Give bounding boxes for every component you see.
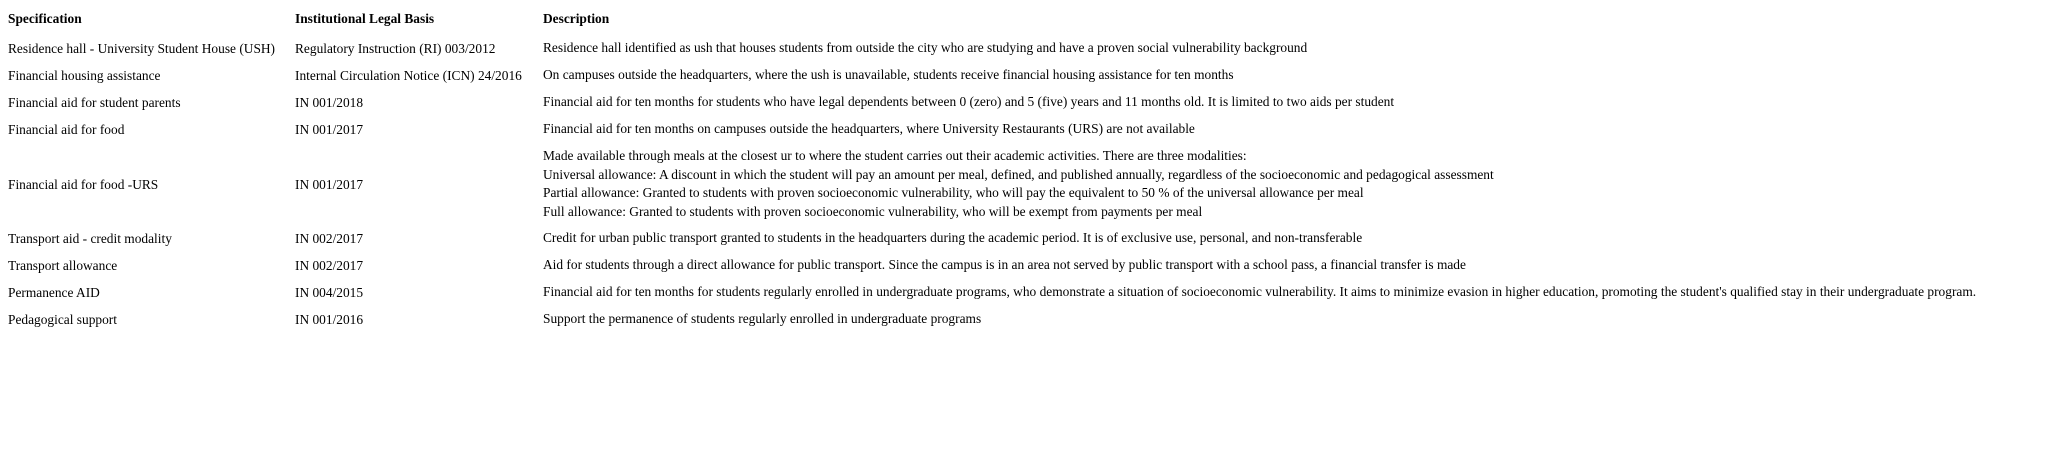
description-line: Financial aid for ten months for students regularly enrolled in undergraduate programs, who demonstrate a situation of socioeconomic vulnerability. It aims to minimize evasion in higher education, promoting the student's qualified stay in their undergraduate program. [543,284,1977,300]
cell-specification: Financial aid for student parents [8,95,181,110]
description-line: Universal allowance: A discount in which the student will pay an amount per meal, defined, and published annually, regardless of the socioeconomic and pedagogical assessment [543,166,1494,182]
cell-description [539,225,1979,252]
header-legal-basis: Institutional Legal Basis [295,11,435,26]
table-row [4,116,1979,143]
cell-legal-basis: IN 004/2015 [295,285,364,300]
cell-legal-basis: Internal Circulation Notice (ICN) 24/2016 [295,68,522,83]
table-row [4,225,1979,252]
description-line: Credit for urban public transport granted to students in the headquarters during the academic period. It is of exclusive use, personal, and non-transferable [543,230,1363,246]
cell-specification: Transport aid - credit modality [8,231,172,246]
cell-specification: Financial aid for food -URS [8,176,159,192]
table-row [4,279,1979,306]
description-line: Financial aid for ten months for students who have legal dependents between 0 (zero) and 5 (five) years and 11 months old. It is limited to two aids per student [543,94,1395,110]
description-line: Aid for students through a direct allowance for public transport. Since the campus is in an area not served by public transport with a school pass, a financial transfer is made [543,257,1466,273]
cell-legal-basis: IN 001/2017 [295,122,364,137]
table-row [4,306,1979,333]
cell-legal-basis: Regulatory Instruction (RI) 003/2012 [295,41,496,56]
header-row [4,7,1979,35]
table-row [4,62,1979,89]
description-line: Support the permanence of students regularly enrolled in undergraduate programs [543,311,982,327]
student-assistance-table [4,7,1979,333]
cell-description [539,279,1979,306]
table-row [4,89,1979,116]
description-line: Financial aid for ten months on campuses outside the headquarters, where University Restaurants (URS) are not available [543,121,1195,137]
table-body [4,35,1979,333]
cell-description [539,89,1979,116]
cell-specification: Transport allowance [8,258,118,273]
cell-description [539,62,1979,89]
description-line: Made available through meals at the closest ur to where the student carries out their academic activities. There are three modalities: [543,148,1247,163]
cell-description [539,252,1979,279]
header-specification: Specification [8,11,82,26]
cell-specification: Residence hall - University Student House (USH) [8,41,276,56]
cell-legal-basis: IN 001/2018 [295,95,364,110]
cell-description [539,116,1979,143]
cell-specification: Financial housing assistance [8,68,161,83]
table-row [4,35,1979,62]
table-row [4,252,1979,279]
cell-description [539,143,1979,225]
cell-description [539,35,1979,62]
cell-legal-basis: IN 002/2017 [295,258,364,273]
cell-legal-basis: IN 001/2017 [295,176,364,192]
description-line: Partial allowance: Granted to students with proven socioeconomic vulnerability, who will pay the equivalent to 50 % of the universal allowance per meal [543,185,1364,200]
header-description: Description [543,11,610,26]
description-line: Full allowance: Granted to students with proven socioeconomic vulnerability, who will be exempt from payments per meal [543,203,1203,219]
description-line: Residence hall identified as ush that houses students from outside the city who are studying and have a proven social vulnerability background [543,40,1308,56]
cell-specification: Financial aid for food [8,122,125,137]
cell-legal-basis: IN 002/2017 [295,231,364,246]
description-line: On campuses outside the headquarters, where the ush is unavailable, students receive financial housing assistance for ten months [543,67,1234,83]
cell-description [539,306,1979,333]
cell-specification: Permanence AID [8,285,100,300]
table-row [4,143,1979,225]
table-header [4,7,1979,35]
cell-specification: Pedagogical support [8,312,117,327]
cell-legal-basis: IN 001/2016 [295,312,364,327]
